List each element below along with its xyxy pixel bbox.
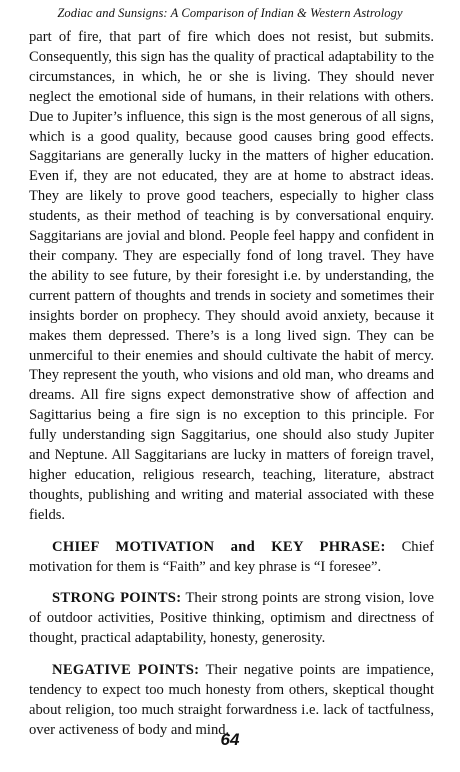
section-text: Their strong points are strong vision, love of outdoor activities, Positive thinking, optimism and directness of thought, practical adaptability, honesty, generosity.	[29, 590, 434, 647]
section-heading: NEGATIVE POINTS:	[52, 662, 200, 679]
section-heading: STRONG POINTS:	[52, 590, 182, 607]
section-negative-points	[29, 661, 434, 741]
section-text: Chief motivation for them is “Faith” and key phrase is “I foresee”.	[29, 538, 434, 575]
main-paragraph: part of fire, that part of fire which does not resist, but submits. Consequently, this sign has the quality of practical adaptability to the circumstances, in which, he or she is living. They should never neglect the emotional side of humans, in their relations with others. Due to Jupiter’s influence, this sign is the most generous of all signs, which is a good quality, because good causes bring good effects. Saggitarians are generally lucky in the matters of higher education. Even if, they are not educated, they are at home to abstract ideas. They are likely to prove good teachers, especially to higher class students, as their method of teaching is by conversational enquiry. Saggitarians are jovial and blond. People feel happy and confident in their company. They are especially fond of long travel. They have the ability to see future, by their foresight i.e. by understanding, the current pattern of thoughts and trends in society and sometimes their insights border on prophecy. They should avoid anxiety, because it makes them depressed. There’s is a long lived sign. They can be unmerciful to their enemies and should cultivate the habit of mercy. They represent the youth, who visions and old man, who dreams and dreams. All fire signs expect demonstrative show of affection and Sagittarius being a fire sign is no exception to this principle. For fully understanding sign Saggitarius, one should also study Jupiter and Neptune. All Saggitarians are lucky in matters of foreign travel, higher education, religious research, teaching, literature, abstract thoughts, publishing and writing and material associated with these fields.	[29, 29, 434, 523]
running-header: Zodiac and Sunsigns: A Comparison of Indian & Western Astrology	[57, 6, 403, 20]
section-heading: CHIEF MOTIVATION and KEY PHRASE:	[52, 538, 386, 555]
section-strong-points	[29, 589, 434, 649]
page-number: 64	[220, 730, 240, 749]
body-text	[29, 28, 434, 741]
section-text: Their negative points are impatience, tendency to expect too much honesty from others, skeptical thought about religion, too much straight forwardness i.e. lack of tactfulness, over activeness of body and mind.	[29, 662, 434, 738]
section-chief-motivation	[29, 538, 434, 578]
